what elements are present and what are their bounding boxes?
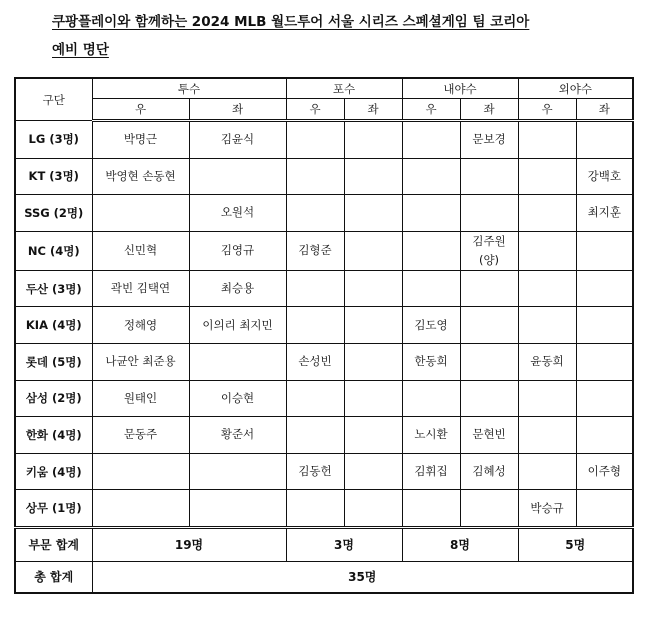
infielder-left-cell: 문현빈 [460, 417, 518, 454]
outfielder-right-cell: 윤동희 [518, 343, 576, 380]
team-cell: 키움 (4명) [15, 453, 92, 490]
roster-body [15, 121, 633, 528]
infielder-left-cell [460, 195, 518, 232]
outfielder-left-cell [576, 231, 633, 270]
pitcher-left-cell: 김영규 [189, 231, 286, 270]
table-row [15, 121, 633, 159]
header-pitchers-right: 우 [92, 99, 189, 121]
catcher-right-cell [286, 380, 344, 417]
catcher-right-cell: 김형준 [286, 231, 344, 270]
header-infielders-left: 좌 [460, 99, 518, 121]
team-cell: SSG (2명) [15, 195, 92, 232]
team-cell: NC (4명) [15, 231, 92, 270]
outfielder-left-cell [576, 307, 633, 344]
header-team: 구단 [15, 78, 92, 121]
subtotal-catchers: 3명 [286, 527, 402, 561]
document-title [52, 8, 529, 64]
cell-line: 김주원 [472, 233, 506, 248]
subtotal-pitchers: 19명 [92, 527, 286, 561]
outfielder-left-cell: 이주형 [576, 453, 633, 490]
outfielder-right-cell [518, 231, 576, 270]
catcher-left-cell [344, 195, 402, 232]
infielder-right-cell [402, 490, 460, 528]
pitcher-left-cell [189, 490, 286, 528]
catcher-right-cell: 손성빈 [286, 343, 344, 380]
header-pitchers: 투수 [92, 78, 286, 99]
pitcher-right-cell: 박영현 손동현 [92, 158, 189, 195]
infielder-right-cell [402, 121, 460, 159]
outfielder-left-cell [576, 343, 633, 380]
infielder-left-cell: 김혜성 [460, 453, 518, 490]
outfielder-left-cell [576, 490, 633, 528]
title-line-2: 예비 명단 [52, 42, 109, 58]
team-cell: KIA (4명) [15, 307, 92, 344]
infielder-right-cell [402, 380, 460, 417]
catcher-left-cell [344, 121, 402, 159]
pitcher-right-cell [92, 453, 189, 490]
infielder-right-cell [402, 270, 460, 307]
pitcher-left-cell: 이승현 [189, 380, 286, 417]
catcher-left-cell [344, 343, 402, 380]
infielder-right-cell: 김휘집 [402, 453, 460, 490]
catcher-left-cell [344, 490, 402, 528]
pitcher-right-cell: 박명근 [92, 121, 189, 159]
pitcher-left-cell: 김윤식 [189, 121, 286, 159]
pitcher-left-cell: 황준서 [189, 417, 286, 454]
infielder-right-cell: 노시환 [402, 417, 460, 454]
table-row [15, 195, 633, 232]
header-infielders-right: 우 [402, 99, 460, 121]
table-row [15, 270, 633, 307]
pitcher-left-cell [189, 158, 286, 195]
catcher-left-cell [344, 231, 402, 270]
header-outfielders: 외야수 [518, 78, 633, 99]
pitcher-right-cell: 정해영 [92, 307, 189, 344]
catcher-right-cell [286, 195, 344, 232]
catcher-left-cell [344, 270, 402, 307]
pitcher-right-cell: 원태인 [92, 380, 189, 417]
table-row [15, 231, 633, 270]
outfielder-right-cell [518, 453, 576, 490]
outfielder-right-cell [518, 307, 576, 344]
table-row [15, 417, 633, 454]
roster-table [14, 77, 634, 594]
pitcher-left-cell: 최승용 [189, 270, 286, 307]
total-label: 총 합계 [15, 561, 92, 593]
outfielder-right-cell: 박승규 [518, 490, 576, 528]
title-line-1: 쿠팡플레이와 함께하는 2024 MLB 월드투어 서울 시리즈 스페셜게임 팀 코리아 [52, 14, 530, 30]
header-catchers: 포수 [286, 78, 402, 99]
header-catchers-left: 좌 [344, 99, 402, 121]
catcher-left-cell [344, 307, 402, 344]
infielder-left-cell [460, 380, 518, 417]
total-value: 35명 [92, 561, 633, 593]
catcher-right-cell [286, 490, 344, 528]
header-catchers-right: 우 [286, 99, 344, 121]
table-row [15, 453, 633, 490]
table-row [15, 307, 633, 344]
pitcher-right-cell: 신민혁 [92, 231, 189, 270]
header-pitchers-left: 좌 [189, 99, 286, 121]
outfielder-right-cell [518, 195, 576, 232]
infielder-left-cell [460, 270, 518, 307]
team-cell: LG (3명) [15, 121, 92, 159]
outfielder-right-cell [518, 270, 576, 307]
pitcher-left-cell [189, 343, 286, 380]
catcher-right-cell [286, 270, 344, 307]
infielder-right-cell [402, 195, 460, 232]
catcher-right-cell [286, 121, 344, 159]
table-row [15, 380, 633, 417]
outfielder-left-cell [576, 270, 633, 307]
catcher-left-cell [344, 453, 402, 490]
pitcher-left-cell [189, 453, 286, 490]
infielder-right-cell [402, 231, 460, 270]
subtotal-row [15, 527, 633, 561]
cell-line: (양) [478, 252, 500, 267]
outfielder-left-cell: 강백호 [576, 158, 633, 195]
outfielder-left-cell [576, 121, 633, 159]
outfielder-right-cell [518, 417, 576, 454]
team-cell: 삼성 (2명) [15, 380, 92, 417]
team-cell: KT (3명) [15, 158, 92, 195]
table-row [15, 158, 633, 195]
catcher-left-cell [344, 417, 402, 454]
pitcher-left-cell: 오원석 [189, 195, 286, 232]
catcher-left-cell [344, 380, 402, 417]
catcher-left-cell [344, 158, 402, 195]
outfielder-left-cell [576, 417, 633, 454]
pitcher-left-cell: 이의리 최지민 [189, 307, 286, 344]
infielder-left-cell: 문보경 [460, 121, 518, 159]
infielder-left-cell [460, 231, 518, 270]
infielder-left-cell [460, 490, 518, 528]
subtotal-outfielders: 5명 [518, 527, 633, 561]
pitcher-right-cell: 문동주 [92, 417, 189, 454]
team-cell: 롯데 (5명) [15, 343, 92, 380]
infielder-right-cell [402, 158, 460, 195]
header-infielders: 내야수 [402, 78, 518, 99]
subtotal-infielders: 8명 [402, 527, 518, 561]
team-cell: 상무 (1명) [15, 490, 92, 528]
outfielder-right-cell [518, 158, 576, 195]
subtotal-label: 부문 합계 [15, 527, 92, 561]
table-row [15, 343, 633, 380]
infielder-right-cell: 김도영 [402, 307, 460, 344]
total-row [15, 561, 633, 593]
pitcher-right-cell: 곽빈 김택연 [92, 270, 189, 307]
infielder-right-cell: 한동희 [402, 343, 460, 380]
infielder-left-cell [460, 343, 518, 380]
table-row [15, 490, 633, 528]
team-cell: 한화 (4명) [15, 417, 92, 454]
outfielder-left-cell: 최지훈 [576, 195, 633, 232]
outfielder-right-cell [518, 380, 576, 417]
catcher-right-cell [286, 158, 344, 195]
pitcher-right-cell: 나균안 최준용 [92, 343, 189, 380]
infielder-left-cell [460, 158, 518, 195]
infielder-left-cell [460, 307, 518, 344]
team-cell: 두산 (3명) [15, 270, 92, 307]
catcher-right-cell: 김동헌 [286, 453, 344, 490]
pitcher-right-cell [92, 195, 189, 232]
header-outfielders-right: 우 [518, 99, 576, 121]
header-outfielders-left: 좌 [576, 99, 633, 121]
outfielder-right-cell [518, 121, 576, 159]
pitcher-right-cell [92, 490, 189, 528]
catcher-right-cell [286, 417, 344, 454]
catcher-right-cell [286, 307, 344, 344]
outfielder-left-cell [576, 380, 633, 417]
